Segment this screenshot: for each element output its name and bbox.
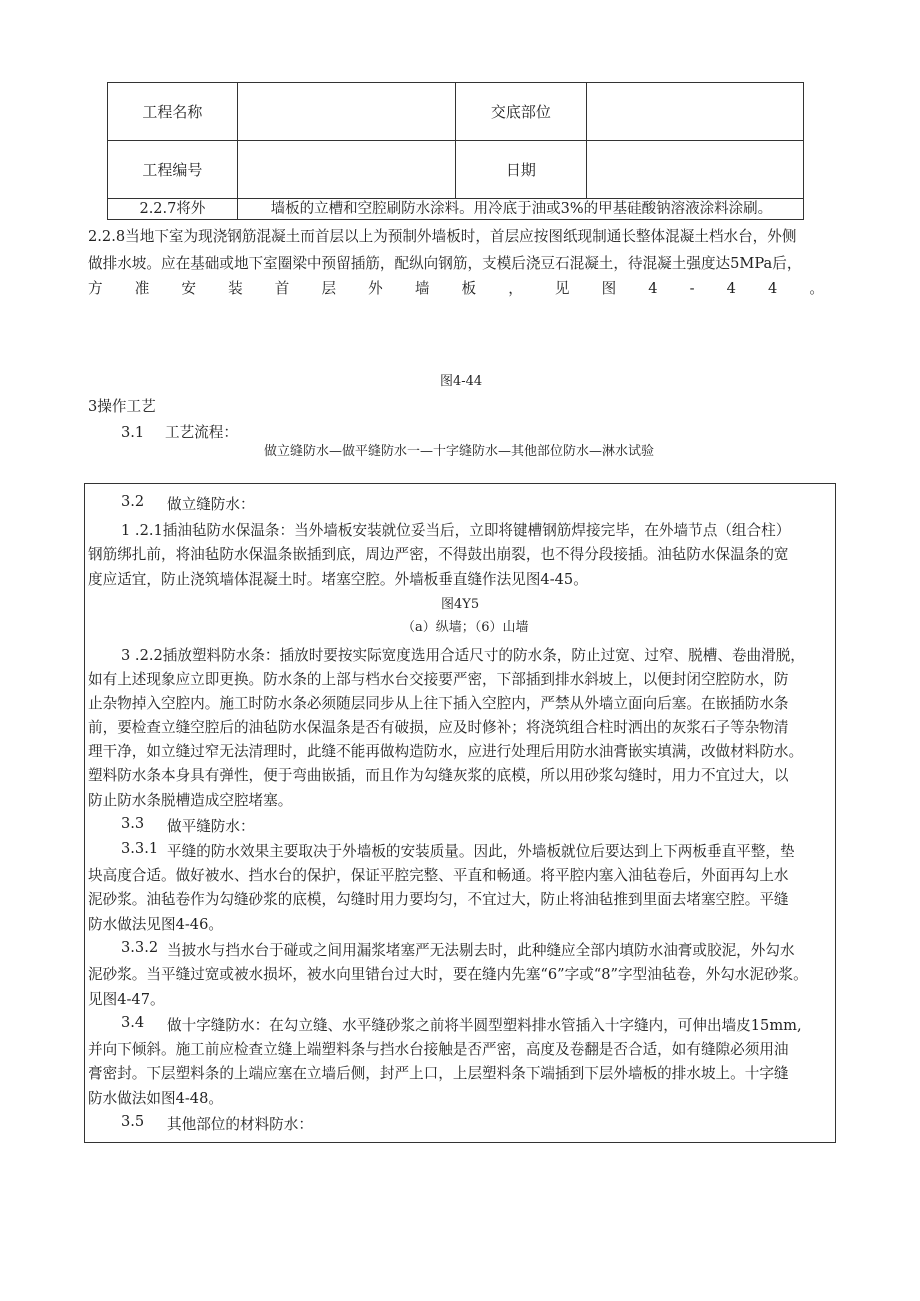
para-332-line: 当披水与挡水台于碰或之间用漏浆堵塞严无法剔去时，此种缝应全部内填防水油膏或胶泥，外勾水 (167, 942, 795, 959)
line3-char: 图 (601, 280, 617, 297)
line3-char: 4 (768, 280, 778, 297)
para-321-line: 钢筋绑扎前，将油毡防水保温条嵌插到底，周边严密，不得鼓出崩裂，也不得分段接插。油毡防水保温条的宽 (88, 546, 789, 563)
para-322-line: 理干净，如立缝过窄无法清理时，此缝不能再做构造防水，应进行处理后用防水油膏嵌实填满，改做材料防水。 (88, 743, 804, 760)
line3-char: 方 (88, 280, 103, 297)
figure-4y5-caption: 图4Y5 (441, 597, 480, 612)
section-3-2-num: 3.2 (121, 493, 145, 510)
para-332-line: 见图4-47。 (88, 991, 165, 1008)
para-332-line: 泥砂浆。当平缝过宽或被水损坏，被水向里错台过大时，要在缝内先塞“6”字或“8”字型油毡卷，外勾水泥砂浆。 (88, 966, 808, 983)
line3-char: 。 (809, 280, 824, 297)
para-34-line: 做十字缝防水：在勾立缝、水平缝砂浆之前将半圆型塑料排水管插入十字缝内，可伸出墙皮15mm, (167, 1017, 802, 1034)
para-322-line: 如有上述现象应立即更换。防水条的上部与档水台交接要严密，下部插到排水斜坡上，以便封闭空腔防水，防 (88, 671, 789, 688)
section-3-3-num: 3.3 (121, 815, 145, 832)
line3-char: 首 (274, 280, 290, 297)
date-value (587, 141, 804, 199)
para-331-lead: 3.3.1 (121, 840, 159, 857)
row3-right-cell: 墙板的立槽和空腔刷防水涂料。用冷底于油或3%的甲基硅酸钠溶液涂料涂刷。 (237, 199, 803, 220)
line3-char: 墙 (414, 280, 430, 297)
content-box (84, 483, 836, 1143)
para-321-line: 1 .2.1插油毡防水保温条：当外墙板安装就位妥当后，立即将键槽钢筋焊接完毕，在外墙节点（组合柱） (121, 522, 791, 539)
section-3-1-text: 工艺流程： (165, 424, 238, 441)
para-331-line: 防水做法见图4-46。 (88, 916, 223, 933)
handover-part-value (587, 83, 804, 141)
para-34-line: 防水做法如图4-48。 (88, 1090, 223, 1107)
para-332-lead: 3.3.2 (121, 939, 159, 956)
handover-part-label: 交底部位 (455, 83, 587, 141)
para-321-line: 度应适宜，防止浇筑墙体混凝土时。堵塞空腔。外墙板垂直缝作法见图4-45。 (88, 571, 588, 588)
project-name-value (237, 83, 455, 141)
para-322-line: 前，要检查立缝空腔后的油毡防水保温条是否有破损，应及时修补；将浇筑组合柱时洒出的灰浆石子等杂物清 (88, 719, 789, 736)
section-228-line1: 2.2.8当地下室为现浇钢筋混凝土而首层以上为预制外墙板时，首层应按图纸现制通长整体混凝土档水台，外侧 (88, 228, 797, 245)
section-3-2-text: 做立缝防水： (167, 496, 255, 513)
para-322-line: 防止防水条脱槽造成空腔堵塞。 (88, 792, 293, 809)
para-322-line: 塑料防水条本身具有弹性，便于弯曲嵌插，而且作为勾缝灰浆的底模，所以用砂浆勾缝时，用力不宜过大，以 (88, 767, 789, 784)
project-no-value (237, 141, 455, 199)
line3-char: 层 (321, 280, 337, 297)
section-3-1-num: 3.1 (121, 424, 145, 441)
line3-char: 准 (134, 280, 150, 297)
section-228-line3 (88, 275, 824, 302)
para-331-line: 泥砂浆。油毡卷作为勾缝砂浆的底模，勾缝时用力要均匀，不宜过大，防止将油毡推到里面去堵塞空腔。平缝 (88, 891, 789, 908)
section-3-3-text: 做平缝防水： (167, 818, 255, 835)
project-name-label: 工程名称 (108, 83, 238, 141)
line3-char: 安 (181, 280, 196, 297)
line3-char: 板 (461, 280, 477, 297)
section-3-title: 3操作工艺 (88, 398, 156, 415)
figure-4y5-subcaption: （a）纵墙；（6）山墙 (402, 620, 529, 635)
para-331-line: 块高度合适。做好被水、挡水台的保护，保证平腔完整、平直和畅通。将平腔内塞入油毡卷后，外面再勾上水 (88, 867, 789, 884)
para-34-line: 并向下倾斜。施工前应检查立缝上端塑料条与挡水台接触是否严密，高度及卷翻是否合适，如有缝隙必须用油 (88, 1041, 789, 1058)
section-3-5-num: 3.5 (121, 1113, 145, 1130)
line3-char: 4 (726, 280, 736, 297)
process-flow: 做立缝防水—做平缝防水一—十字缝防水—其他部位防水—淋水试验 (264, 444, 655, 459)
figure-4-44-caption: 图4-44 (440, 374, 483, 389)
para-34-lead: 3.4 (121, 1014, 145, 1031)
header-table (107, 82, 804, 220)
section-3-5-text: 其他部位的材料防水： (167, 1116, 313, 1133)
line3-char: - (689, 280, 695, 297)
para-34-line: 膏密封。下层塑料条的上端应塞在立墙后侧，封严上口，上层塑料条下端插到下层外墙板的排水坡上。十字缝 (88, 1065, 789, 1082)
line3-char: 装 (228, 280, 243, 297)
para-322-line: 3 .2.2插放塑料防水条：插放时要按实际宽度选用合适尺寸的防水条，防止过宽、过窄、脱槽、卷曲滑脱， (121, 647, 805, 664)
para-331-line: 平缝的防水效果主要取决于外墙板的安装质量。因此，外墙板就位后要达到上下两板垂直平整，垫 (167, 843, 795, 860)
line3-char: ， (508, 280, 523, 297)
row3-left-cell: 2.2.7将外 (108, 199, 238, 220)
project-no-label: 工程编号 (108, 141, 238, 199)
line3-char: 见 (554, 280, 570, 297)
line3-char: 外 (368, 280, 383, 297)
para-322-line: 止杂物掉入空腔内。施工时防水条必须随层同步从上往下插入空腔内，严禁从外墙立面向后塞。在嵌插防水条 (88, 695, 789, 712)
section-228-line2: 做排水坡。应在基础或地下室圈梁中预留插筋，配纵向钢筋，支模后浇豆石混凝土，待混凝土强度达5MPa后， (88, 255, 802, 272)
line3-char: 4 (648, 280, 658, 297)
date-label: 日期 (455, 141, 587, 199)
